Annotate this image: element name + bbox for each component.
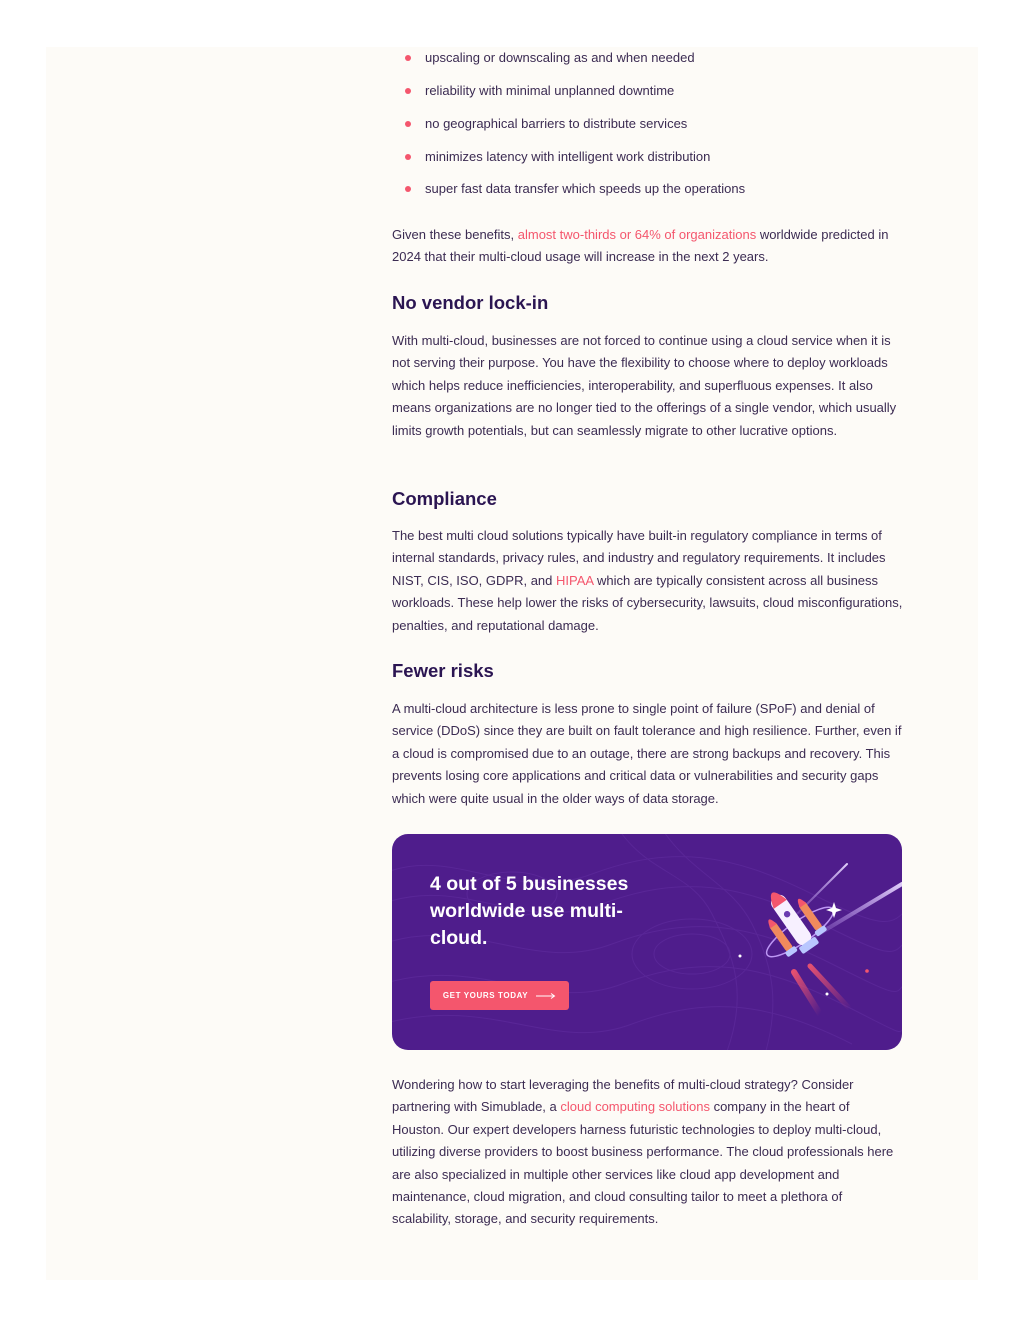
list-item: minimizes latency with intelligent work distribution	[425, 147, 710, 167]
get-yours-today-button[interactable]: GET YOURS TODAY	[430, 981, 569, 1010]
list-item: reliability with minimal unplanned downtime	[425, 81, 674, 101]
compliance-heading: Compliance	[392, 488, 497, 509]
promo-banner	[392, 834, 902, 1050]
vendor-heading: No vendor lock-in	[392, 292, 549, 313]
bullet-dot-icon	[405, 121, 411, 127]
benefits-paragraph: Given these benefits, almost two-thirds or 64% of organizations worldwide predicted in 2024 that their multi-cloud usage will increase in the next 2 years.	[392, 227, 889, 265]
banner-title: 4 out of 5 businesses worldwide use multi-cloud.	[430, 873, 629, 949]
risks-paragraph: A multi-cloud architecture is less prone to single point of failure (SPoF) and denial of service (DDoS) since they are built on fault tolerance and high resilience. Further, even if a cloud is compromised due to an outage, there are strong backups and recovery. This prevents losing core applications and critical data or vulnerabilities and security gaps which were quite usual in the older ways of data storage.	[392, 701, 902, 806]
list-item: no geographical barriers to distribute services	[425, 114, 687, 134]
list-item: super fast data transfer which speeds up the operations	[425, 179, 745, 199]
cloud-computing-solutions-link[interactable]: cloud computing solutions	[560, 1099, 710, 1115]
bullet-dot-icon	[405, 88, 411, 94]
vendor-paragraph: With multi-cloud, businesses are not forced to continue using a cloud service when it is not serving their purpose. You have the flexibility to choose where to deploy workloads which helps reduce inefficiencies, interoperability, and superfluous expenses. It also means organizations are no longer tied to the offerings of a single vendor, which usually limits growth potentials, but can seamlessly migrate to other lucrative options.	[392, 333, 897, 438]
arrow-right-icon	[536, 993, 556, 999]
compliance-paragraph: The best multi cloud solutions typically have built-in regulatory compliance in terms of internal standards, privacy rules, and industry and regulatory requirements. It includes NIST, CIS, ISO, GDPR, and HIPAA which are typically consistent across all business workloads. These help lower the risks of cybersecurity, lawsuits, cloud misconfigurations, penalties, and reputational damage.	[392, 528, 903, 633]
risks-heading: Fewer risks	[392, 660, 494, 681]
hipaa-link[interactable]: HIPAA	[556, 572, 594, 588]
organizations-stat-link[interactable]: almost two-thirds or 64% of organizations	[517, 227, 757, 242]
sparkle-icon	[826, 902, 842, 918]
bullet-dot-icon	[405, 186, 411, 192]
bullet-dot-icon	[405, 55, 411, 61]
list-item: upscaling or downscaling as and when needed	[425, 48, 695, 68]
closing-paragraph: Wondering how to start leveraging the benefits of multi-cloud strategy? Consider partnering with Simublade, a cloud computing solutions company in the heart of Houston. Our expert developers harness futuristic technologies to deploy multi-cloud, utilizing diverse providers to boost business performance. The cloud professionals here are also specialized in multiple other services like cloud app development and maintenance, cloud migration, and cloud consulting tailor to meet a plethora of scalability, storage, and security requirements.	[392, 1077, 894, 1227]
bullet-dot-icon	[405, 154, 411, 160]
rocket-icon	[732, 854, 902, 1034]
